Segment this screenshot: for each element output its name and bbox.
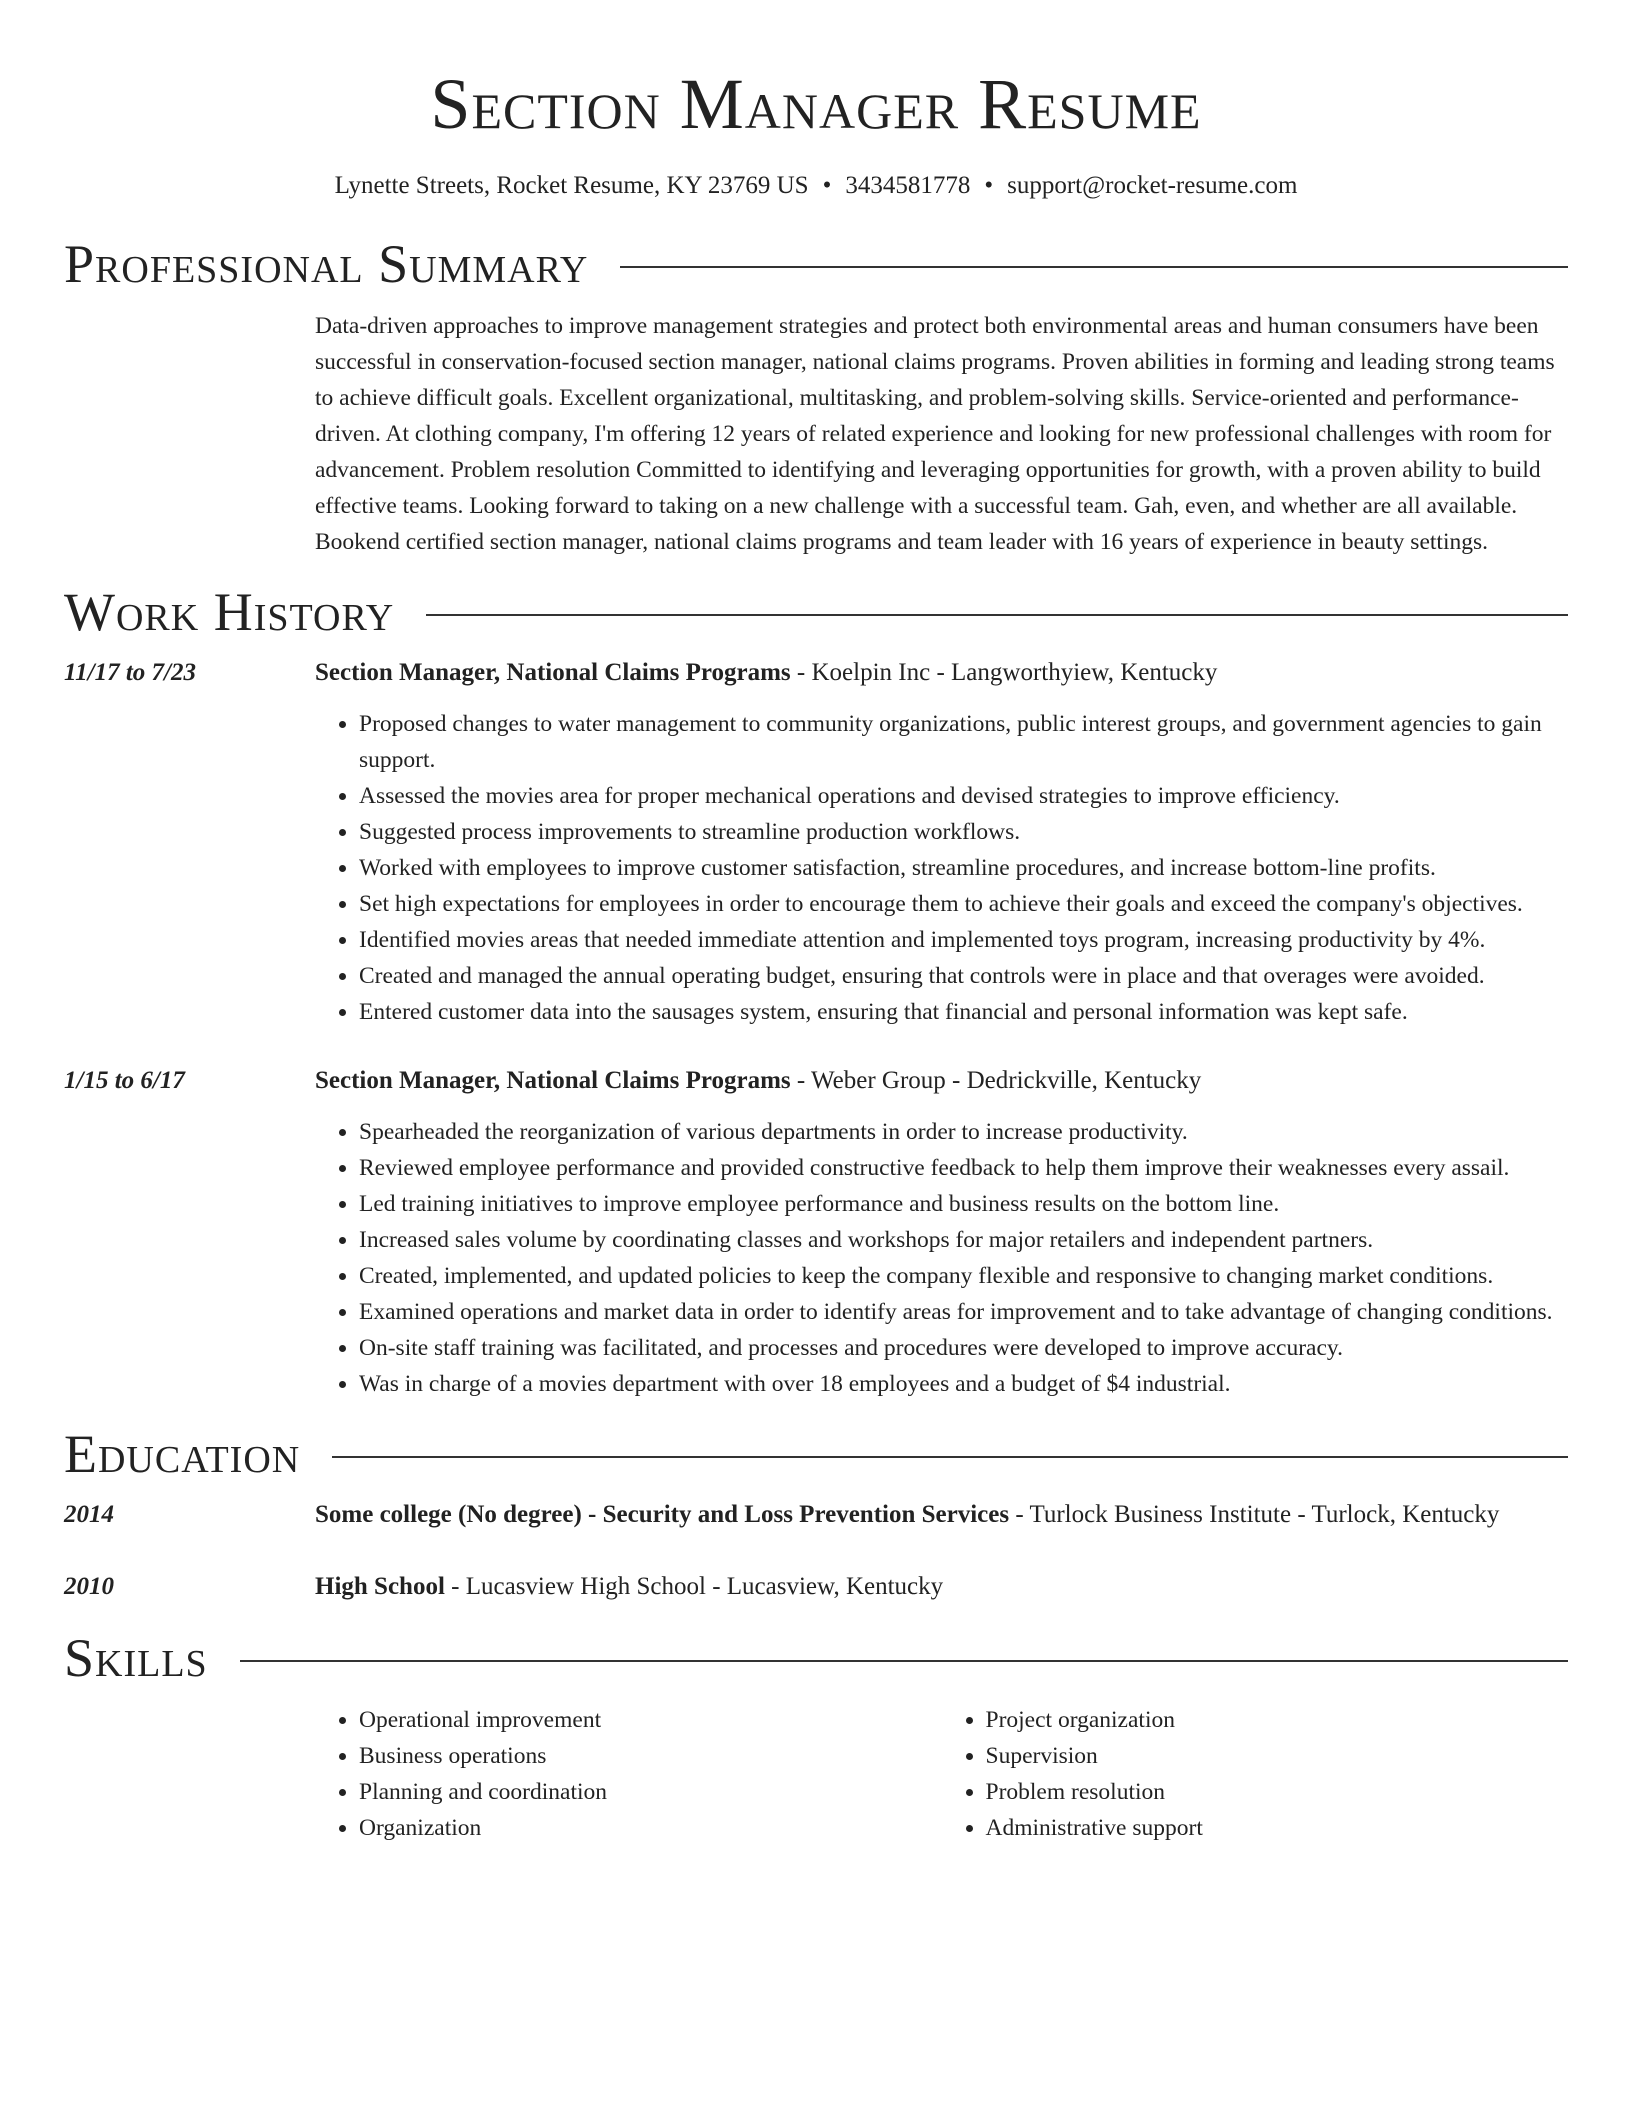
- job-entry: [64, 1062, 1568, 1402]
- skills-list-right: [942, 1702, 1569, 1846]
- education-entry: [64, 1568, 1568, 1606]
- skill-item: • Project organization: [986, 1702, 1569, 1738]
- skill-item: • Problem resolution: [986, 1774, 1569, 1810]
- skill-item: • Planning and coordination: [359, 1774, 942, 1810]
- job-bullet: • Suggested process improvements to streamline production workflows.: [359, 814, 1568, 850]
- education-section-header: [64, 1424, 1568, 1484]
- education-degree: High School: [315, 1573, 445, 1600]
- job-details: - Koelpin Inc - Langworthyiew, Kentucky: [790, 659, 1218, 686]
- job-bullet: • Was in charge of a movies department with over 18 employees and a budget of $4 industrial.: [359, 1366, 1568, 1402]
- skill-item: • Operational improvement: [359, 1702, 942, 1738]
- education-heading: Education: [64, 1424, 301, 1484]
- skills-columns: [315, 1702, 1568, 1846]
- skills-section-header: [64, 1628, 1568, 1688]
- education-year: 2010: [64, 1573, 114, 1600]
- job-bullet: • Created and managed the annual operating budget, ensuring that controls were in place and that overages were avoided.: [359, 958, 1568, 994]
- job-bullet: • Set high expectations for employees in order to encourage them to achieve their goals and exceed the company's objectives.: [359, 886, 1568, 922]
- section-divider: [620, 266, 1568, 268]
- job-bullet: • Reviewed employee performance and provided constructive feedback to help them improve their weaknesses every assail.: [359, 1150, 1568, 1186]
- education-heading-line: [315, 1496, 1568, 1534]
- job-dates: 1/15 to 6/17: [64, 1067, 185, 1094]
- job-bullet: • Increased sales volume by coordinating classes and workshops for major retailers and independent partners.: [359, 1222, 1568, 1258]
- contact-line: [0, 170, 1632, 202]
- job-bullet: • Led training initiatives to improve employee performance and business results on the bottom line.: [359, 1186, 1568, 1222]
- job-bullet: • Spearheaded the reorganization of various departments in order to increase productivity.: [359, 1114, 1568, 1150]
- work-section-header: [64, 582, 1568, 642]
- job-bullet: • Identified movies areas that needed immediate attention and implemented toys program, increasing productivity by 4%.: [359, 922, 1568, 958]
- job-bullet: • Entered customer data into the sausages system, ensuring that financial and personal information was kept safe.: [359, 994, 1568, 1030]
- contact-phone: 3434581778: [845, 172, 971, 199]
- job-content: [315, 1062, 1568, 1402]
- skills-list-left: [315, 1702, 942, 1846]
- work-heading: Work History: [64, 582, 395, 642]
- job-bullets: [315, 706, 1568, 1030]
- job-dates: 11/17 to 7/23: [64, 659, 196, 686]
- education-details: - Lucasview High School - Lucasview, Kentucky: [444, 1573, 944, 1600]
- job-content: [315, 654, 1568, 1030]
- job-title: Section Manager, National Claims Programs: [315, 659, 791, 686]
- job-bullet: • Proposed changes to water management to community organizations, public interest groups, and government agencies to gain support.: [359, 706, 1568, 778]
- job-title: Section Manager, National Claims Programs: [315, 1067, 791, 1094]
- skills-heading: Skills: [64, 1628, 208, 1688]
- summary-body: [315, 308, 1568, 560]
- education-details: - Turlock Business Institute - Turlock, Kentucky: [1009, 1501, 1500, 1528]
- section-divider: [332, 1456, 1568, 1458]
- education-degree: Some college (No degree) - Security and Loss Prevention Services: [315, 1501, 1010, 1528]
- resume-title: Section Manager Resume: [430, 64, 1202, 144]
- skill-item: • Business operations: [359, 1738, 942, 1774]
- summary-heading: Professional Summary: [64, 234, 589, 294]
- skill-item: • Organization: [359, 1810, 942, 1846]
- education-year: 2014: [64, 1501, 114, 1528]
- contact-email: support@rocket-resume.com: [1007, 172, 1298, 199]
- job-bullet: • Created, implemented, and updated policies to keep the company flexible and responsive to changing market conditions.: [359, 1258, 1568, 1294]
- job-bullet: • Examined operations and market data in order to identify areas for improvement and to take advantage of changing conditions.: [359, 1294, 1568, 1330]
- job-heading: [315, 654, 1568, 692]
- job-bullet: • Worked with employees to improve customer satisfaction, streamline procedures, and increase bottom-line profits.: [359, 850, 1568, 886]
- section-divider: [240, 1660, 1568, 1662]
- job-entry: [64, 654, 1568, 1030]
- job-bullet: • Assessed the movies area for proper mechanical operations and devised strategies to improve efficiency.: [359, 778, 1568, 814]
- summary-section-header: [64, 234, 1568, 294]
- education-heading-line: [315, 1568, 1568, 1606]
- job-details: - Weber Group - Dedrickville, Kentucky: [790, 1067, 1202, 1094]
- skill-item: • Supervision: [986, 1738, 1569, 1774]
- section-divider: [426, 614, 1568, 616]
- contact-separator: •: [822, 172, 832, 199]
- contact-separator: •: [984, 172, 994, 199]
- job-bullet: • On-site staff training was facilitated, and processes and procedures were developed to improve accuracy.: [359, 1330, 1568, 1366]
- job-bullets: [315, 1114, 1568, 1402]
- summary-text: Data-driven approaches to improve management strategies and protect both environmental areas and human consumers have been successful in conservation-focused section manager, national claims programs. Proven abilities in forming and leading strong teams to achieve difficult goals. Excellent organizational, multitasking, and problem-solving skills. Service-oriented and performance-driven. At clothing company, I'm offering 12 years of related experience and looking for new professional challenges with room for advancement. Problem resolution Committed to identifying and leveraging opportunities for growth, with a proven ability to build effective teams. Looking forward to taking on a new challenge with a successful team. Gah, even, and whether are all available. Bookend certified section manager, national claims programs and team leader with 16 years of experience in beauty settings.: [315, 313, 1555, 555]
- contact-address: Lynette Streets, Rocket Resume, KY 23769 US: [334, 172, 809, 199]
- job-heading: [315, 1062, 1568, 1100]
- education-entry: [64, 1496, 1568, 1534]
- skill-item: • Administrative support: [986, 1810, 1569, 1846]
